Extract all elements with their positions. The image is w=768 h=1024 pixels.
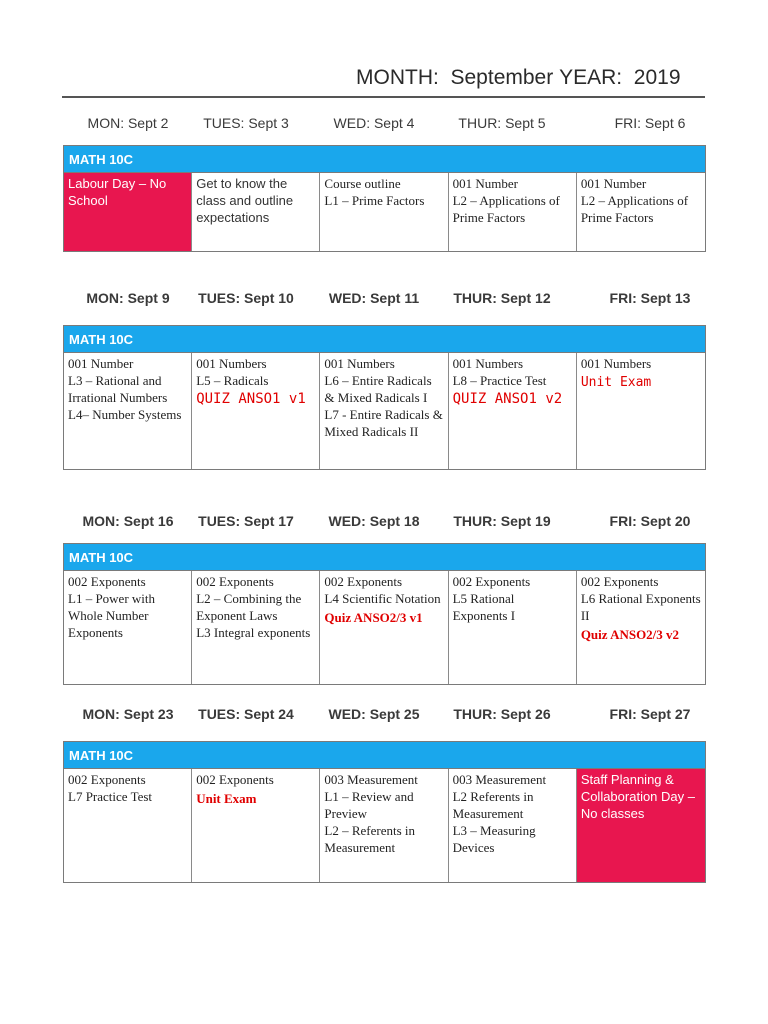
day-cell — [449, 571, 577, 684]
cell-text: 003 Measurement — [324, 772, 418, 787]
cell-text: 001 Number — [580, 176, 647, 191]
day-label: WED: Sept 4 — [333, 115, 415, 131]
header-divider — [62, 96, 705, 98]
cell-text: L7 Practice Test — [68, 789, 153, 804]
cell-text: L6 – Entire Radicals & Mixed Radicals I — [324, 373, 432, 405]
year-label: YEAR: — [559, 66, 623, 89]
day-label: FRI: Sept 13 — [609, 290, 691, 306]
day-label: WED: Sept 18 — [328, 513, 420, 529]
cell-text: L2 – Referents in Measurement — [324, 823, 416, 855]
cell-text: L5 – Radicals — [196, 373, 269, 388]
cell-text: L2 Referents in Measurement — [452, 789, 534, 821]
week-cells — [63, 769, 706, 883]
cell-text: L3 Integral exponents — [196, 625, 311, 640]
week-cells — [63, 173, 706, 252]
day-label: FRI: Sept 20 — [609, 513, 691, 529]
day-cell — [449, 769, 577, 882]
week-table — [63, 325, 706, 470]
week-days-row — [64, 706, 706, 726]
exam-label: Unit Exam — [580, 375, 652, 390]
week-cells — [63, 571, 706, 685]
cell-text: L7 - Entire Radicals & Mixed Radicals II — [324, 407, 443, 439]
week-table — [63, 145, 706, 252]
day-cell — [449, 353, 577, 469]
day-cell — [64, 769, 192, 882]
cell-text: Get to know the class and outline expectations — [196, 176, 294, 225]
day-label: TUES: Sept 10 — [198, 290, 294, 306]
cell-text: 002 Exponents — [68, 772, 146, 787]
day-cell — [64, 173, 192, 251]
day-cell — [577, 571, 705, 684]
day-cell — [192, 173, 320, 251]
course-header: MATH 10C — [63, 741, 706, 769]
day-label: THUR: Sept 19 — [453, 513, 551, 529]
quiz-label: QUIZ ANSO1 v1 — [196, 391, 306, 407]
cell-text: L5 Rational Exponents I — [452, 591, 516, 623]
day-cell — [192, 769, 320, 882]
cell-text: 001 Numbers — [324, 356, 395, 371]
cell-text: L1 – Prime Factors — [324, 193, 425, 208]
cell-text: L4– Number Systems — [68, 407, 182, 422]
day-cell — [192, 353, 320, 469]
cell-text: 001 Number — [452, 176, 518, 191]
week-days-row — [64, 513, 706, 533]
day-cell — [320, 353, 448, 469]
week-table — [63, 543, 706, 685]
cell-text: L2 – Applications of Prime Factors — [452, 193, 560, 225]
day-label: MON: Sept 23 — [82, 706, 174, 722]
day-label: MON: Sept 2 — [87, 115, 169, 131]
cell-text: 002 Exponents — [68, 574, 146, 589]
cell-text: Labour Day – No School — [68, 176, 167, 208]
cell-text: Course outline — [324, 176, 401, 191]
cell-text: L6 Rational Exponents II — [580, 591, 701, 623]
day-cell — [449, 173, 577, 251]
day-label: FRI: Sept 6 — [614, 115, 686, 131]
course-header: MATH 10C — [63, 543, 706, 571]
year-value: 2019 — [633, 66, 681, 89]
cell-text: 002 Exponents — [580, 574, 659, 589]
cell-text: 001 Numbers — [580, 356, 652, 371]
day-label: MON: Sept 16 — [82, 513, 174, 529]
day-label: TUES: Sept 3 — [203, 115, 289, 131]
week-cells — [63, 353, 706, 470]
day-cell — [577, 769, 705, 882]
week-days-row — [64, 290, 706, 310]
course-header: MATH 10C — [63, 145, 706, 173]
day-cell — [192, 571, 320, 684]
cell-text: 001 Numbers — [196, 356, 267, 371]
month-value: September — [450, 66, 554, 89]
day-cell — [320, 769, 448, 882]
day-cell — [320, 173, 448, 251]
day-label: FRI: Sept 27 — [609, 706, 691, 722]
cell-text: 003 Measurement — [452, 772, 547, 787]
cell-text: L3 – Rational and Irrational Numbers — [68, 373, 168, 405]
day-cell — [64, 571, 192, 684]
day-label: WED: Sept 25 — [328, 706, 420, 722]
cell-text: 002 Exponents — [324, 574, 403, 589]
day-cell — [577, 173, 705, 251]
page-header — [356, 66, 681, 90]
day-label: MON: Sept 9 — [86, 290, 170, 306]
cell-text: 001 Numbers — [452, 356, 524, 371]
cell-text: L3 – Measuring Devices — [452, 823, 536, 855]
quiz-label: Quiz ANSO2/3 v1 — [324, 610, 423, 625]
cell-text: L2 – Applications of Prime Factors — [580, 193, 689, 225]
cell-text: 002 Exponents — [452, 574, 531, 589]
day-label: TUES: Sept 24 — [198, 706, 294, 722]
day-label: THUR: Sept 12 — [453, 290, 551, 306]
cell-text: L1 – Review and Preview — [324, 789, 414, 821]
day-label: THUR: Sept 26 — [453, 706, 551, 722]
cell-text: 001 Number — [68, 356, 134, 371]
day-cell — [64, 353, 192, 469]
week-days-row — [64, 115, 706, 135]
quiz-label: Quiz ANSO2/3 v2 — [580, 627, 680, 642]
cell-text: 002 Exponents — [196, 574, 274, 589]
exam-label: Unit Exam — [196, 791, 257, 806]
day-label: WED: Sept 11 — [328, 290, 420, 306]
day-cell — [577, 353, 705, 469]
month-label: MONTH: — [356, 66, 439, 89]
cell-text: L2 – Combining the Exponent Laws — [196, 591, 302, 623]
cell-text: 002 Exponents — [196, 772, 274, 787]
week-table — [63, 741, 706, 883]
day-cell — [320, 571, 448, 684]
quiz-label: QUIZ ANSO1 v2 — [452, 391, 563, 407]
course-header: MATH 10C — [63, 325, 706, 353]
cell-text: L1 – Power with Whole Number Exponents — [68, 591, 156, 640]
cell-text: Staff Planning & Collaboration Day – No classes — [580, 772, 695, 821]
day-label: THUR: Sept 5 — [458, 115, 546, 131]
day-label: TUES: Sept 17 — [198, 513, 294, 529]
cell-text: L8 – Practice Test — [452, 373, 547, 388]
cell-text: L4 Scientific Notation — [324, 591, 441, 606]
